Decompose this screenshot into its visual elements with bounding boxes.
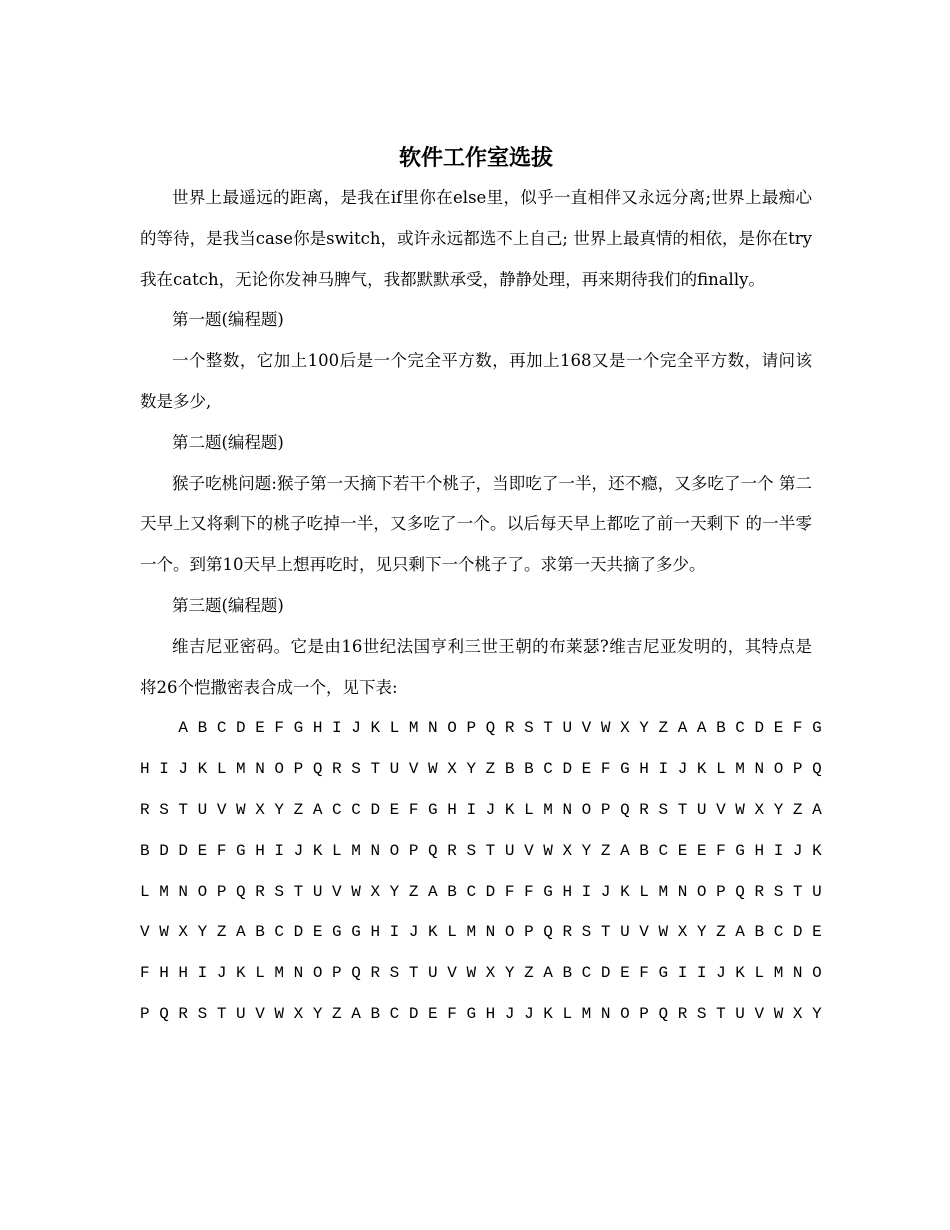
- cipher-line: B D D E F G H I J K L M N O P Q R S T U V W X Y Z A B C E E F G H I J K: [140, 841, 822, 860]
- document-title: 软件工作室选拔: [398, 145, 553, 171]
- cipher-line: V W X Y Z A B C D E G G H I J K L M N O P Q R S T U V W X Y Z A B C D E: [140, 923, 822, 942]
- cipher-line: R S T U V W X Y Z A C C D E F G H I J K L M N O P Q R S T U V W X Y Z A: [140, 800, 822, 819]
- question-1-text: 一个整数，它加上100后是一个完全平方数，再加上168又是一个完全平方数，请问该数是多少,: [140, 351, 812, 411]
- question-2-heading: 第二题(编程题): [172, 432, 284, 452]
- cipher-line: A B C D E F G H I J K L M N O P Q R S T U V W X Y Z A A B C D E F G: [140, 719, 822, 738]
- question-3-text: 维吉尼亚密码。它是由16世纪法国亨利三世王朝的布莱瑟?维吉尼亚发明的，其特点是将26个恺撒密表合成一个，见下表:: [140, 636, 812, 697]
- question-3-heading: 第三题(编程题): [172, 595, 284, 615]
- cipher-line: L M N O P Q R S T U V W X Y Z A B C D F F G H I J K L M N O P Q R S T U: [140, 882, 822, 901]
- intro-paragraph: 世界上最遥远的距离，是我在if里你在else里，似乎一直相伴又永远分离;世界上最痴心的等待，是我当case你是switch，或许永远都选不上自己; 世界上最真情的相依，是你在try我在catch，无论你发神马脾气，我都默默承受，静静处理，再来期待我们的finally。: [140, 188, 812, 289]
- cipher-line: F H H I J K L M N O P Q R S T U V W X Y Z A B C D E F G I I J K L M N O: [140, 964, 822, 983]
- question-1-heading: 第一题(编程题): [172, 310, 284, 330]
- cipher-line: P Q R S T U V W X Y Z A B C D E F G H J J K L M N O P Q R S T U V W X Y: [140, 1004, 822, 1023]
- question-2-text: 猴子吃桃问题:猴子第一天摘下若干个桃子，当即吃了一半，还不瘾，又多吃了一个 第二天早上又将剩下的桃子吃掉一半，又多吃了一个。以后每天早上都吃了前一天剩下 的一半零一个。到第10天早上想再吃时，见只剩下一个桃子了。求第一天共摘了多少。: [140, 473, 812, 575]
- cipher-table: [140, 708, 822, 1034]
- cipher-line: H I J K L M N O P Q R S T U V W X Y Z B B C D E F G H I J K L M N O P Q: [140, 760, 822, 779]
- document-page: [140, 138, 822, 1035]
